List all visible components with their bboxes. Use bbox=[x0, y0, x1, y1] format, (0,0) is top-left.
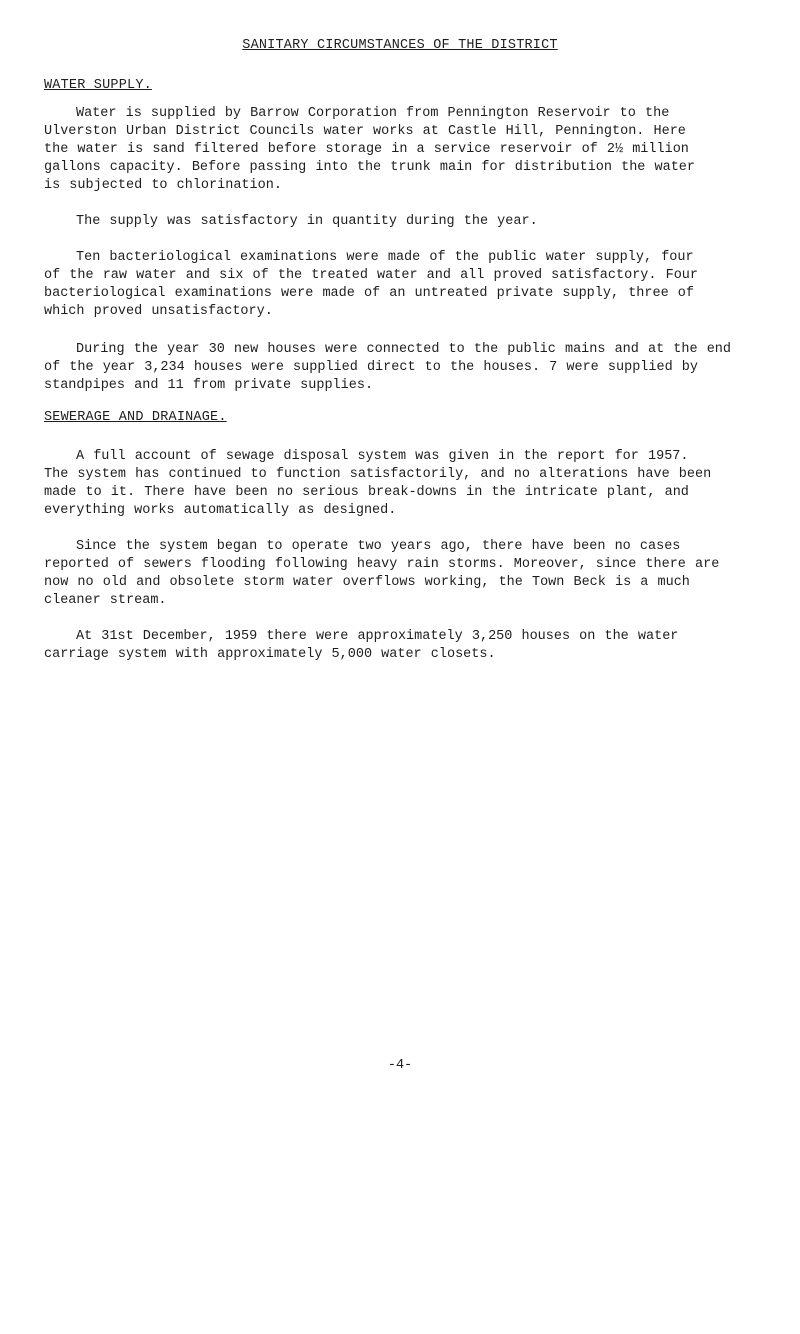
text-line: gallons capacity. Before passing into the trunk main for distribution the water bbox=[44, 160, 696, 175]
text-line: of the year 3,234 houses were supplied direct to the houses. 7 were supplied by bbox=[44, 360, 699, 375]
text-line: Ten bacteriological examinations were made of the public water supply, four bbox=[76, 250, 694, 265]
text-line: A full account of sewage disposal system was given in the report for 1957. bbox=[76, 449, 689, 464]
text-line: is subjected to chlorination. bbox=[44, 178, 282, 193]
text-line: the water is sand filtered before storage in a service reservoir of 2½ million bbox=[44, 142, 689, 157]
page-number: -4- bbox=[387, 1058, 413, 1073]
text-line: The system has continued to function satisfactorily, and no alterations have been bbox=[44, 467, 712, 482]
water-supply-paragraph-1 bbox=[44, 105, 776, 195]
text-line: of the raw water and six of the treated water and all proved satisfactory. Four bbox=[44, 268, 699, 283]
text-line: which proved unsatisfactory. bbox=[44, 304, 273, 319]
text-line: Water is supplied by Barrow Corporation from Pennington Reservoir to the bbox=[76, 106, 670, 121]
water-supply-paragraph-3 bbox=[44, 249, 776, 321]
water-supply-paragraph-4 bbox=[44, 341, 776, 395]
sewerage-paragraph-3 bbox=[44, 628, 776, 664]
water-supply-paragraph-2 bbox=[44, 213, 776, 231]
text-line: Ulverston Urban District Councils water works at Castle Hill, Pennington. Here bbox=[44, 124, 686, 139]
text-line: During the year 30 new houses were connected to the public mains and at the end bbox=[76, 342, 732, 357]
text-line: standpipes and 11 from private supplies. bbox=[44, 378, 374, 393]
text-line: now no old and obsolete storm water overflows working, the Town Beck is a much bbox=[44, 575, 690, 590]
text-line: reported of sewers flooding following heavy rain storms. Moreover, since there are bbox=[44, 557, 720, 572]
text-line: The supply was satisfactory in quantity during the year. bbox=[76, 214, 538, 229]
text-line: cleaner stream. bbox=[44, 593, 167, 608]
text-line: Since the system began to operate two years ago, there have been no cases bbox=[76, 539, 681, 554]
page-title: SANITARY CIRCUMSTANCES OF THE DISTRICT bbox=[242, 38, 558, 53]
sewerage-heading: SEWERAGE AND DRAINAGE. bbox=[44, 410, 227, 425]
sewerage-paragraph-1 bbox=[44, 448, 776, 520]
sewerage-paragraph-2 bbox=[44, 538, 776, 610]
text-line: bacteriological examinations were made of an untreated private supply, three of bbox=[44, 286, 695, 301]
text-line: made to it. There have been no serious break-downs in the intricate plant, and bbox=[44, 485, 689, 500]
text-line: carriage system with approximately 5,000 water closets. bbox=[44, 647, 496, 662]
text-line: At 31st December, 1959 there were approximately 3,250 houses on the water bbox=[76, 629, 679, 644]
water-supply-heading: WATER SUPPLY. bbox=[44, 78, 152, 93]
text-line: everything works automatically as designed. bbox=[44, 503, 397, 518]
